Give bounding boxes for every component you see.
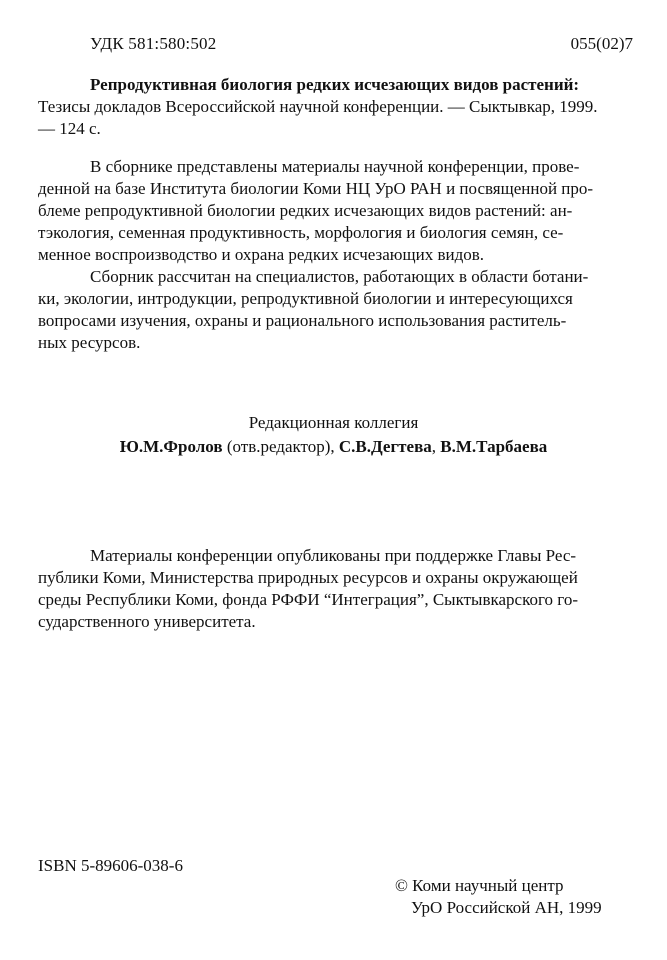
- editorial-board-names: [0, 435, 667, 459]
- support-note: [38, 545, 578, 633]
- abstract-line: вопросами изучения, охраны и рационального использования раститель-: [38, 311, 567, 330]
- abstract-line: Сборник рассчитан на специалистов, работающих в области ботани-: [90, 267, 589, 286]
- abstract-line: денной на базе Института биологии Коми НЦ УрО РАН и посвященной про-: [38, 179, 594, 198]
- copyright-line2: УрО Российской АН, 1999: [411, 898, 602, 917]
- abstract: [38, 156, 642, 354]
- abstract-line: В сборнике представлены материалы научной конференции, прове-: [90, 157, 580, 176]
- editorial-board: [0, 411, 667, 459]
- copyright-holder: Коми научный центр: [412, 876, 564, 895]
- abstract-line: ных ресурсов.: [38, 333, 141, 352]
- abstract-line: менное воспроизводство и охрана редких исчезающих видов.: [38, 245, 484, 264]
- page-count: — 124 с.: [38, 119, 101, 138]
- book-subtitle: Тезисы докладов Всероссийской научной конференции. — Сыктывкар, 1999.: [38, 97, 598, 116]
- editor-member: С.В.Дегтева: [338, 437, 432, 456]
- abstract-line: ки, экологии, интродукции, репродуктивной биологии и интересующихся: [38, 289, 573, 308]
- editor-separator: ,: [431, 437, 441, 456]
- bibliographic-record: [38, 74, 642, 140]
- editorial-board-heading: Редакционная коллегия: [248, 413, 419, 432]
- udk-code: УДК 581:580:502: [90, 34, 217, 53]
- abstract-line: тэкология, семенная продуктивность, морфология и биология семян, се-: [38, 223, 564, 242]
- support-line: Материалы конференции опубликованы при поддержке Главы Рес-: [90, 546, 577, 565]
- isbn: ISBN 5-89606-038-6: [38, 856, 183, 875]
- bbk-code: 055(02)7: [570, 34, 633, 53]
- book-title: Репродуктивная биология редких исчезающих видов растений:: [90, 75, 580, 94]
- abstract-line: блеме репродуктивной биологии редких исчезающих видов растений: ан-: [38, 201, 573, 220]
- support-line: сударственного университета.: [38, 612, 256, 631]
- copyright-notice: [395, 875, 602, 919]
- support-line: среды Республики Коми, фонда РФФИ “Интеграция”, Сыктывкарского го-: [38, 590, 578, 609]
- editor-member: В.М.Тарбаева: [440, 437, 548, 456]
- chief-editor: Ю.М.Фролов: [119, 437, 223, 456]
- support-line: публики Коми, Министерства природных ресурсов и охраны окружающей: [38, 568, 578, 587]
- copyright-icon: ©: [395, 876, 408, 895]
- chief-editor-role: (отв.редактор),: [222, 437, 339, 456]
